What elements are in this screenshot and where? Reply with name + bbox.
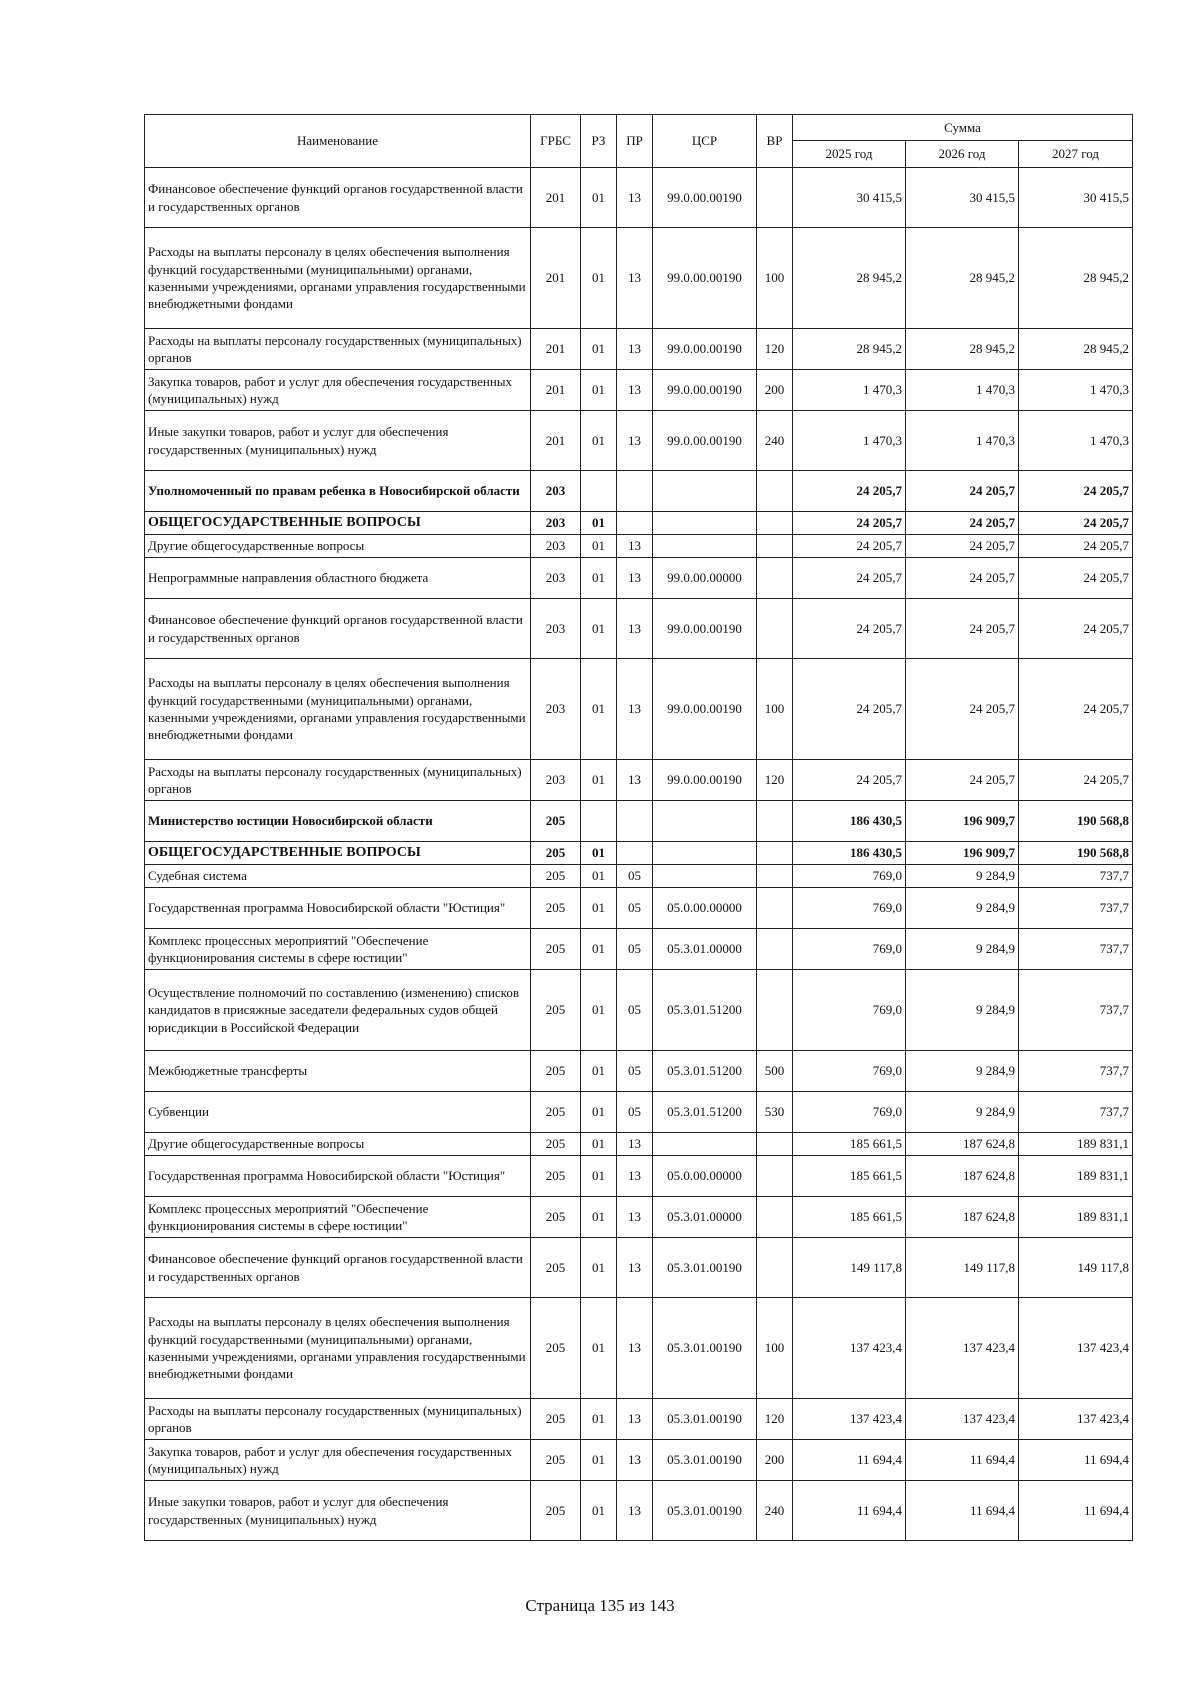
row-rz: 01 bbox=[581, 370, 617, 411]
row-grbs: 201 bbox=[531, 228, 581, 329]
header-sum: Сумма bbox=[793, 115, 1133, 141]
row-pr bbox=[617, 512, 653, 535]
row-sum-2025: 11 694,4 bbox=[793, 1440, 906, 1481]
row-pr: 13 bbox=[617, 1399, 653, 1440]
row-name: Субвенции bbox=[145, 1092, 531, 1133]
table-row bbox=[145, 1051, 1133, 1092]
row-rz: 01 bbox=[581, 1092, 617, 1133]
row-rz: 01 bbox=[581, 760, 617, 801]
row-sum-2025: 24 205,7 bbox=[793, 471, 906, 512]
row-rz: 01 bbox=[581, 1051, 617, 1092]
row-grbs: 203 bbox=[531, 535, 581, 558]
row-sum-2027: 24 205,7 bbox=[1019, 558, 1133, 599]
row-rz: 01 bbox=[581, 1156, 617, 1197]
row-grbs: 205 bbox=[531, 1399, 581, 1440]
row-sum-2026: 28 945,2 bbox=[906, 329, 1019, 370]
table-row bbox=[145, 411, 1133, 471]
row-grbs: 201 bbox=[531, 168, 581, 228]
row-name: Иные закупки товаров, работ и услуг для обеспечения государственных (муниципальных) нужд bbox=[145, 411, 531, 471]
row-vr bbox=[757, 558, 793, 599]
row-sum-2026: 1 470,3 bbox=[906, 411, 1019, 471]
row-sum-2027: 24 205,7 bbox=[1019, 535, 1133, 558]
row-grbs: 205 bbox=[531, 888, 581, 929]
table-row bbox=[145, 599, 1133, 659]
row-pr: 13 bbox=[617, 1481, 653, 1541]
table-body bbox=[145, 168, 1133, 1541]
row-grbs: 201 bbox=[531, 370, 581, 411]
header-rz: РЗ bbox=[581, 115, 617, 168]
row-sum-2027: 1 470,3 bbox=[1019, 411, 1133, 471]
row-sum-2026: 9 284,9 bbox=[906, 888, 1019, 929]
row-sum-2026: 11 694,4 bbox=[906, 1481, 1019, 1541]
row-grbs: 205 bbox=[531, 929, 581, 970]
row-rz: 01 bbox=[581, 228, 617, 329]
row-name: Другие общегосударственные вопросы bbox=[145, 535, 531, 558]
row-csr: 99.0.00.00190 bbox=[653, 370, 757, 411]
row-csr: 99.0.00.00190 bbox=[653, 760, 757, 801]
table-row bbox=[145, 659, 1133, 760]
row-vr bbox=[757, 888, 793, 929]
row-csr: 05.0.00.00000 bbox=[653, 1156, 757, 1197]
row-sum-2027: 737,7 bbox=[1019, 1051, 1133, 1092]
row-vr bbox=[757, 512, 793, 535]
row-name: Финансовое обеспечение функций органов государственной власти и государственных органов bbox=[145, 599, 531, 659]
table-row bbox=[145, 1092, 1133, 1133]
row-rz: 01 bbox=[581, 888, 617, 929]
row-rz: 01 bbox=[581, 1238, 617, 1298]
row-pr: 13 bbox=[617, 1133, 653, 1156]
row-pr: 13 bbox=[617, 1440, 653, 1481]
row-pr: 05 bbox=[617, 970, 653, 1051]
row-sum-2026: 196 909,7 bbox=[906, 842, 1019, 865]
row-vr: 500 bbox=[757, 1051, 793, 1092]
row-rz bbox=[581, 471, 617, 512]
row-csr bbox=[653, 865, 757, 888]
row-sum-2027: 189 831,1 bbox=[1019, 1156, 1133, 1197]
row-sum-2027: 24 205,7 bbox=[1019, 659, 1133, 760]
row-csr: 05.3.01.00000 bbox=[653, 929, 757, 970]
row-rz: 01 bbox=[581, 1298, 617, 1399]
row-sum-2026: 187 624,8 bbox=[906, 1197, 1019, 1238]
row-sum-2025: 28 945,2 bbox=[793, 329, 906, 370]
row-pr: 13 bbox=[617, 659, 653, 760]
row-csr: 05.3.01.00190 bbox=[653, 1238, 757, 1298]
row-grbs: 203 bbox=[531, 599, 581, 659]
row-csr: 99.0.00.00000 bbox=[653, 558, 757, 599]
row-sum-2025: 1 470,3 bbox=[793, 370, 906, 411]
row-sum-2027: 737,7 bbox=[1019, 1092, 1133, 1133]
row-vr: 530 bbox=[757, 1092, 793, 1133]
row-sum-2025: 185 661,5 bbox=[793, 1197, 906, 1238]
row-sum-2025: 186 430,5 bbox=[793, 842, 906, 865]
row-sum-2027: 24 205,7 bbox=[1019, 471, 1133, 512]
row-sum-2025: 24 205,7 bbox=[793, 760, 906, 801]
row-sum-2027: 28 945,2 bbox=[1019, 329, 1133, 370]
row-pr bbox=[617, 471, 653, 512]
row-sum-2026: 9 284,9 bbox=[906, 1051, 1019, 1092]
row-grbs: 205 bbox=[531, 970, 581, 1051]
row-pr: 13 bbox=[617, 558, 653, 599]
row-grbs: 201 bbox=[531, 411, 581, 471]
table-row bbox=[145, 168, 1133, 228]
row-grbs: 205 bbox=[531, 1197, 581, 1238]
row-vr bbox=[757, 970, 793, 1051]
row-csr: 99.0.00.00190 bbox=[653, 599, 757, 659]
row-name: Расходы на выплаты персоналу в целях обеспечения выполнения функций государственными (муниципальными) органами, казенными учреждениями, органами управления государственными внебюджетными фондами bbox=[145, 659, 531, 760]
row-sum-2025: 769,0 bbox=[793, 929, 906, 970]
row-name: Расходы на выплаты персоналу государственных (муниципальных) органов bbox=[145, 760, 531, 801]
row-sum-2025: 30 415,5 bbox=[793, 168, 906, 228]
row-pr: 13 bbox=[617, 1298, 653, 1399]
header-year-2025: 2025 год bbox=[793, 141, 906, 168]
table-row bbox=[145, 1440, 1133, 1481]
table-row bbox=[145, 558, 1133, 599]
row-pr: 05 bbox=[617, 1092, 653, 1133]
row-sum-2025: 24 205,7 bbox=[793, 512, 906, 535]
row-name: Финансовое обеспечение функций органов государственной власти и государственных органов bbox=[145, 168, 531, 228]
row-vr bbox=[757, 865, 793, 888]
row-grbs: 203 bbox=[531, 512, 581, 535]
row-csr bbox=[653, 512, 757, 535]
row-name: Расходы на выплаты персоналу в целях обеспечения выполнения функций государственными (муниципальными) органами, казенными учреждениями, органами управления государственными внебюджетными фондами bbox=[145, 1298, 531, 1399]
header-name: Наименование bbox=[145, 115, 531, 168]
row-sum-2026: 28 945,2 bbox=[906, 228, 1019, 329]
row-name: Государственная программа Новосибирской области "Юстиция" bbox=[145, 888, 531, 929]
row-sum-2027: 24 205,7 bbox=[1019, 512, 1133, 535]
row-name: Межбюджетные трансферты bbox=[145, 1051, 531, 1092]
row-grbs: 203 bbox=[531, 659, 581, 760]
row-sum-2027: 11 694,4 bbox=[1019, 1481, 1133, 1541]
table-row bbox=[145, 370, 1133, 411]
row-csr: 05.3.01.51200 bbox=[653, 1051, 757, 1092]
row-rz: 01 bbox=[581, 558, 617, 599]
row-vr bbox=[757, 1133, 793, 1156]
row-sum-2026: 9 284,9 bbox=[906, 1092, 1019, 1133]
row-name: Осуществление полномочий по составлению (изменению) списков кандидатов в присяжные заседатели федеральных судов общей юрисдикции в Российской Федерации bbox=[145, 970, 531, 1051]
row-csr bbox=[653, 471, 757, 512]
row-sum-2026: 24 205,7 bbox=[906, 599, 1019, 659]
row-name: Государственная программа Новосибирской области "Юстиция" bbox=[145, 1156, 531, 1197]
row-sum-2026: 24 205,7 bbox=[906, 535, 1019, 558]
row-rz: 01 bbox=[581, 865, 617, 888]
row-sum-2027: 189 831,1 bbox=[1019, 1133, 1133, 1156]
row-name: Другие общегосударственные вопросы bbox=[145, 1133, 531, 1156]
row-grbs: 205 bbox=[531, 1051, 581, 1092]
row-rz: 01 bbox=[581, 842, 617, 865]
row-rz: 01 bbox=[581, 929, 617, 970]
row-vr: 100 bbox=[757, 659, 793, 760]
row-sum-2026: 24 205,7 bbox=[906, 558, 1019, 599]
row-vr: 120 bbox=[757, 760, 793, 801]
row-rz: 01 bbox=[581, 1197, 617, 1238]
row-vr bbox=[757, 168, 793, 228]
row-sum-2026: 9 284,9 bbox=[906, 970, 1019, 1051]
row-rz: 01 bbox=[581, 970, 617, 1051]
row-sum-2027: 737,7 bbox=[1019, 970, 1133, 1051]
row-pr: 13 bbox=[617, 599, 653, 659]
row-sum-2026: 137 423,4 bbox=[906, 1399, 1019, 1440]
row-name: Судебная система bbox=[145, 865, 531, 888]
row-sum-2025: 28 945,2 bbox=[793, 228, 906, 329]
table-row bbox=[145, 801, 1133, 842]
row-sum-2027: 11 694,4 bbox=[1019, 1440, 1133, 1481]
table-row bbox=[145, 760, 1133, 801]
row-sum-2027: 28 945,2 bbox=[1019, 228, 1133, 329]
row-vr bbox=[757, 801, 793, 842]
row-name: Финансовое обеспечение функций органов государственной власти и государственных органов bbox=[145, 1238, 531, 1298]
row-csr: 05.0.00.00000 bbox=[653, 888, 757, 929]
row-rz: 01 bbox=[581, 599, 617, 659]
table-row bbox=[145, 1481, 1133, 1541]
row-sum-2025: 185 661,5 bbox=[793, 1133, 906, 1156]
row-sum-2027: 149 117,8 bbox=[1019, 1238, 1133, 1298]
row-csr: 99.0.00.00190 bbox=[653, 411, 757, 471]
row-grbs: 203 bbox=[531, 471, 581, 512]
row-sum-2027: 737,7 bbox=[1019, 888, 1133, 929]
row-sum-2026: 24 205,7 bbox=[906, 512, 1019, 535]
table-row bbox=[145, 1197, 1133, 1238]
table-row bbox=[145, 471, 1133, 512]
row-sum-2026: 196 909,7 bbox=[906, 801, 1019, 842]
row-vr: 240 bbox=[757, 1481, 793, 1541]
row-vr bbox=[757, 535, 793, 558]
row-sum-2027: 190 568,8 bbox=[1019, 842, 1133, 865]
row-pr: 13 bbox=[617, 370, 653, 411]
row-vr bbox=[757, 842, 793, 865]
row-grbs: 203 bbox=[531, 558, 581, 599]
row-sum-2027: 24 205,7 bbox=[1019, 760, 1133, 801]
row-csr bbox=[653, 535, 757, 558]
row-sum-2025: 24 205,7 bbox=[793, 558, 906, 599]
header-pr: ПР bbox=[617, 115, 653, 168]
table-row bbox=[145, 865, 1133, 888]
row-sum-2027: 737,7 bbox=[1019, 929, 1133, 970]
table-row bbox=[145, 535, 1133, 558]
budget-table bbox=[144, 114, 1133, 1541]
row-sum-2027: 189 831,1 bbox=[1019, 1197, 1133, 1238]
row-csr: 05.3.01.51200 bbox=[653, 970, 757, 1051]
row-sum-2027: 137 423,4 bbox=[1019, 1399, 1133, 1440]
row-sum-2025: 769,0 bbox=[793, 888, 906, 929]
row-sum-2025: 137 423,4 bbox=[793, 1298, 906, 1399]
row-sum-2025: 185 661,5 bbox=[793, 1156, 906, 1197]
row-pr: 05 bbox=[617, 929, 653, 970]
row-csr: 99.0.00.00190 bbox=[653, 329, 757, 370]
row-pr: 13 bbox=[617, 1197, 653, 1238]
table-row bbox=[145, 970, 1133, 1051]
row-grbs: 205 bbox=[531, 1156, 581, 1197]
row-grbs: 203 bbox=[531, 760, 581, 801]
row-vr: 240 bbox=[757, 411, 793, 471]
row-sum-2025: 24 205,7 bbox=[793, 599, 906, 659]
row-pr: 13 bbox=[617, 1156, 653, 1197]
table-row bbox=[145, 1399, 1133, 1440]
table-row bbox=[145, 1238, 1133, 1298]
row-pr: 13 bbox=[617, 1238, 653, 1298]
row-csr bbox=[653, 801, 757, 842]
row-pr bbox=[617, 801, 653, 842]
table-row bbox=[145, 512, 1133, 535]
row-sum-2027: 30 415,5 bbox=[1019, 168, 1133, 228]
row-grbs: 205 bbox=[531, 1298, 581, 1399]
row-rz: 01 bbox=[581, 1133, 617, 1156]
row-name: Непрограммные направления областного бюджета bbox=[145, 558, 531, 599]
table-header bbox=[145, 115, 1133, 168]
row-name: Комплекс процессных мероприятий "Обеспечение функционирования системы в сфере юстиции" bbox=[145, 1197, 531, 1238]
row-name: Закупка товаров, работ и услуг для обеспечения государственных (муниципальных) нужд bbox=[145, 370, 531, 411]
table-row bbox=[145, 929, 1133, 970]
row-grbs: 205 bbox=[531, 865, 581, 888]
table-row bbox=[145, 1133, 1133, 1156]
row-vr bbox=[757, 599, 793, 659]
row-name: Комплекс процессных мероприятий "Обеспечение функционирования системы в сфере юстиции" bbox=[145, 929, 531, 970]
header-vr: ВР bbox=[757, 115, 793, 168]
row-rz: 01 bbox=[581, 535, 617, 558]
header-year-2026: 2026 год bbox=[906, 141, 1019, 168]
row-sum-2026: 11 694,4 bbox=[906, 1440, 1019, 1481]
row-name: Иные закупки товаров, работ и услуг для обеспечения государственных (муниципальных) нужд bbox=[145, 1481, 531, 1541]
row-sum-2027: 1 470,3 bbox=[1019, 370, 1133, 411]
row-pr: 05 bbox=[617, 1051, 653, 1092]
header-csr: ЦСР bbox=[653, 115, 757, 168]
row-sum-2026: 149 117,8 bbox=[906, 1238, 1019, 1298]
row-sum-2026: 24 205,7 bbox=[906, 760, 1019, 801]
row-sum-2025: 769,0 bbox=[793, 970, 906, 1051]
row-sum-2025: 137 423,4 bbox=[793, 1399, 906, 1440]
row-vr bbox=[757, 1238, 793, 1298]
row-vr: 120 bbox=[757, 1399, 793, 1440]
row-sum-2025: 24 205,7 bbox=[793, 535, 906, 558]
row-pr: 13 bbox=[617, 329, 653, 370]
row-name: ОБЩЕГОСУДАРСТВЕННЫЕ ВОПРОСЫ bbox=[145, 512, 531, 535]
row-pr: 13 bbox=[617, 228, 653, 329]
row-grbs: 205 bbox=[531, 842, 581, 865]
row-name: ОБЩЕГОСУДАРСТВЕННЫЕ ВОПРОСЫ bbox=[145, 842, 531, 865]
row-pr: 13 bbox=[617, 168, 653, 228]
row-name: Расходы на выплаты персоналу государственных (муниципальных) органов bbox=[145, 1399, 531, 1440]
row-rz: 01 bbox=[581, 168, 617, 228]
row-vr: 100 bbox=[757, 1298, 793, 1399]
row-sum-2026: 30 415,5 bbox=[906, 168, 1019, 228]
row-sum-2026: 9 284,9 bbox=[906, 865, 1019, 888]
row-pr bbox=[617, 842, 653, 865]
row-csr: 05.3.01.00190 bbox=[653, 1481, 757, 1541]
row-rz bbox=[581, 801, 617, 842]
header-year-2027: 2027 год bbox=[1019, 141, 1133, 168]
row-sum-2025: 1 470,3 bbox=[793, 411, 906, 471]
row-sum-2025: 769,0 bbox=[793, 1092, 906, 1133]
header-grbs: ГРБС bbox=[531, 115, 581, 168]
row-vr bbox=[757, 471, 793, 512]
row-csr: 99.0.00.00190 bbox=[653, 228, 757, 329]
row-rz: 01 bbox=[581, 1440, 617, 1481]
table-row bbox=[145, 888, 1133, 929]
row-vr: 100 bbox=[757, 228, 793, 329]
row-sum-2026: 187 624,8 bbox=[906, 1156, 1019, 1197]
row-pr: 05 bbox=[617, 865, 653, 888]
page-number: Страница 135 из 143 bbox=[525, 1596, 675, 1615]
row-name: Уполномоченный по правам ребенка в Новосибирской области bbox=[145, 471, 531, 512]
row-sum-2025: 11 694,4 bbox=[793, 1481, 906, 1541]
row-sum-2027: 190 568,8 bbox=[1019, 801, 1133, 842]
row-vr bbox=[757, 929, 793, 970]
table-row bbox=[145, 329, 1133, 370]
row-vr: 200 bbox=[757, 1440, 793, 1481]
row-pr: 13 bbox=[617, 760, 653, 801]
row-sum-2026: 1 470,3 bbox=[906, 370, 1019, 411]
row-sum-2025: 149 117,8 bbox=[793, 1238, 906, 1298]
row-sum-2026: 24 205,7 bbox=[906, 471, 1019, 512]
row-grbs: 201 bbox=[531, 329, 581, 370]
row-csr: 99.0.00.00190 bbox=[653, 659, 757, 760]
row-csr: 99.0.00.00190 bbox=[653, 168, 757, 228]
row-sum-2027: 24 205,7 bbox=[1019, 599, 1133, 659]
row-sum-2025: 769,0 bbox=[793, 1051, 906, 1092]
row-pr: 05 bbox=[617, 888, 653, 929]
row-pr: 13 bbox=[617, 535, 653, 558]
table-row bbox=[145, 228, 1133, 329]
row-grbs: 205 bbox=[531, 1092, 581, 1133]
row-rz: 01 bbox=[581, 512, 617, 535]
row-csr: 05.3.01.00190 bbox=[653, 1298, 757, 1399]
row-rz: 01 bbox=[581, 659, 617, 760]
row-sum-2027: 737,7 bbox=[1019, 865, 1133, 888]
row-sum-2026: 137 423,4 bbox=[906, 1298, 1019, 1399]
row-csr: 05.3.01.00190 bbox=[653, 1399, 757, 1440]
row-name: Министерство юстиции Новосибирской области bbox=[145, 801, 531, 842]
row-grbs: 205 bbox=[531, 801, 581, 842]
row-sum-2026: 187 624,8 bbox=[906, 1133, 1019, 1156]
row-grbs: 205 bbox=[531, 1481, 581, 1541]
table-row bbox=[145, 1156, 1133, 1197]
row-csr bbox=[653, 842, 757, 865]
row-name: Расходы на выплаты персоналу государственных (муниципальных) органов bbox=[145, 329, 531, 370]
row-vr: 120 bbox=[757, 329, 793, 370]
row-pr: 13 bbox=[617, 411, 653, 471]
row-csr: 05.3.01.00000 bbox=[653, 1197, 757, 1238]
row-vr bbox=[757, 1156, 793, 1197]
row-name: Расходы на выплаты персоналу в целях обеспечения выполнения функций государственными (муниципальными) органами, казенными учреждениями, органами управления государственными внебюджетными фондами bbox=[145, 228, 531, 329]
row-rz: 01 bbox=[581, 329, 617, 370]
row-grbs: 205 bbox=[531, 1238, 581, 1298]
table-row bbox=[145, 1298, 1133, 1399]
row-sum-2025: 186 430,5 bbox=[793, 801, 906, 842]
row-vr: 200 bbox=[757, 370, 793, 411]
row-vr bbox=[757, 1197, 793, 1238]
row-rz: 01 bbox=[581, 1481, 617, 1541]
row-csr: 05.3.01.51200 bbox=[653, 1092, 757, 1133]
table-row bbox=[145, 842, 1133, 865]
row-sum-2026: 24 205,7 bbox=[906, 659, 1019, 760]
row-rz: 01 bbox=[581, 1399, 617, 1440]
row-csr bbox=[653, 1133, 757, 1156]
row-sum-2026: 9 284,9 bbox=[906, 929, 1019, 970]
row-sum-2027: 137 423,4 bbox=[1019, 1298, 1133, 1399]
row-grbs: 205 bbox=[531, 1133, 581, 1156]
row-sum-2025: 769,0 bbox=[793, 865, 906, 888]
row-sum-2025: 24 205,7 bbox=[793, 659, 906, 760]
row-name: Закупка товаров, работ и услуг для обеспечения государственных (муниципальных) нужд bbox=[145, 1440, 531, 1481]
row-grbs: 205 bbox=[531, 1440, 581, 1481]
row-csr: 05.3.01.00190 bbox=[653, 1440, 757, 1481]
row-rz: 01 bbox=[581, 411, 617, 471]
